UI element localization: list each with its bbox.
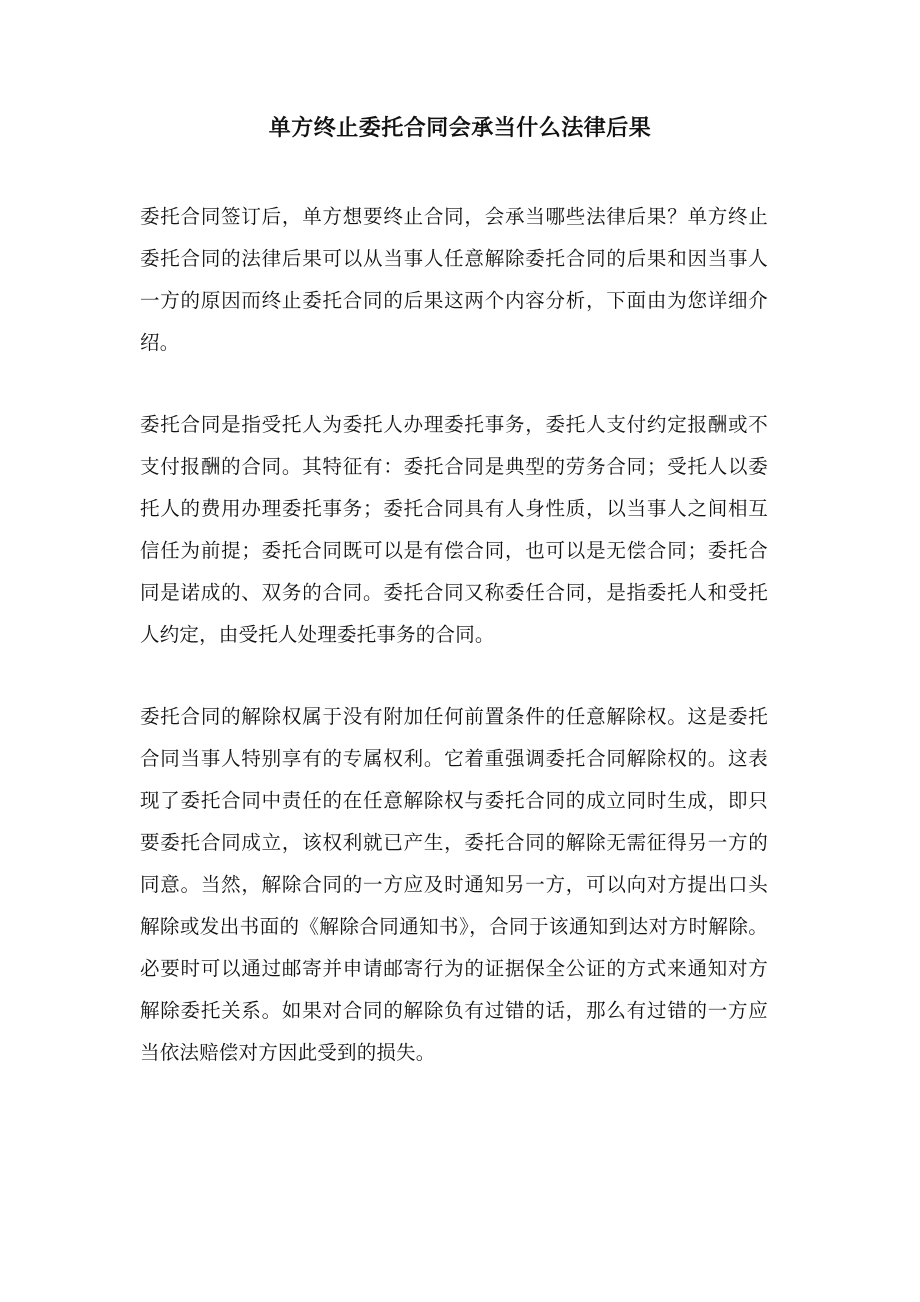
paragraph-intro: 委托合同签订后，单方想要终止合同，会承当哪些法律后果？单方终止委托合同的法律后果可以从当事人任意解除委托合同的后果和因当事人一方的原因而终止委托合同的后果这两个内容分析，下面由为您详细介绍。 xyxy=(140,205,768,354)
document-title: 单方终止委托合同会承当什么法律后果 xyxy=(268,116,652,141)
paragraph-definition: 委托合同是指受托人为委托人办理委托事务，委托人支付约定报酬或不支付报酬的合同。其特征有：委托合同是典型的劳务合同；受托人以委托人的费用办理委托事务；委托合同具有人身性质，以当事人之间相互信任为前提；委托合同既可以是有偿合同，也可以是无偿合同；委托合同是诺成的、双务的合同。委托合同又称委任合同，是指委托人和受托人约定，由受托人处理委托事务的合同。 xyxy=(140,413,768,646)
paragraph-termination-right: 委托合同的解除权属于没有附加任何前置条件的任意解除权。这是委托合同当事人特别享有的专属权利。它着重强调委托合同解除权的。这表现了委托合同中责任的在任意解除权与委托合同的成立同时生成，即只要委托合同成立，该权利就已产生，委托合同的解除无需征得另一方的同意。当然，解除合同的一方应及时通知另一方，可以向对方提出口头解除或发出书面的《解除合同通知书》，合同于该通知到达对方时解除。必要时可以通过邮寄并申请邮寄行为的证据保全公证的方式来通知对方解除委托关系。如果对合同的解除负有过错的话，那么有过错的一方应当依法赔偿对方因此受到的损失。 xyxy=(140,705,768,1064)
document-body xyxy=(140,196,768,1114)
